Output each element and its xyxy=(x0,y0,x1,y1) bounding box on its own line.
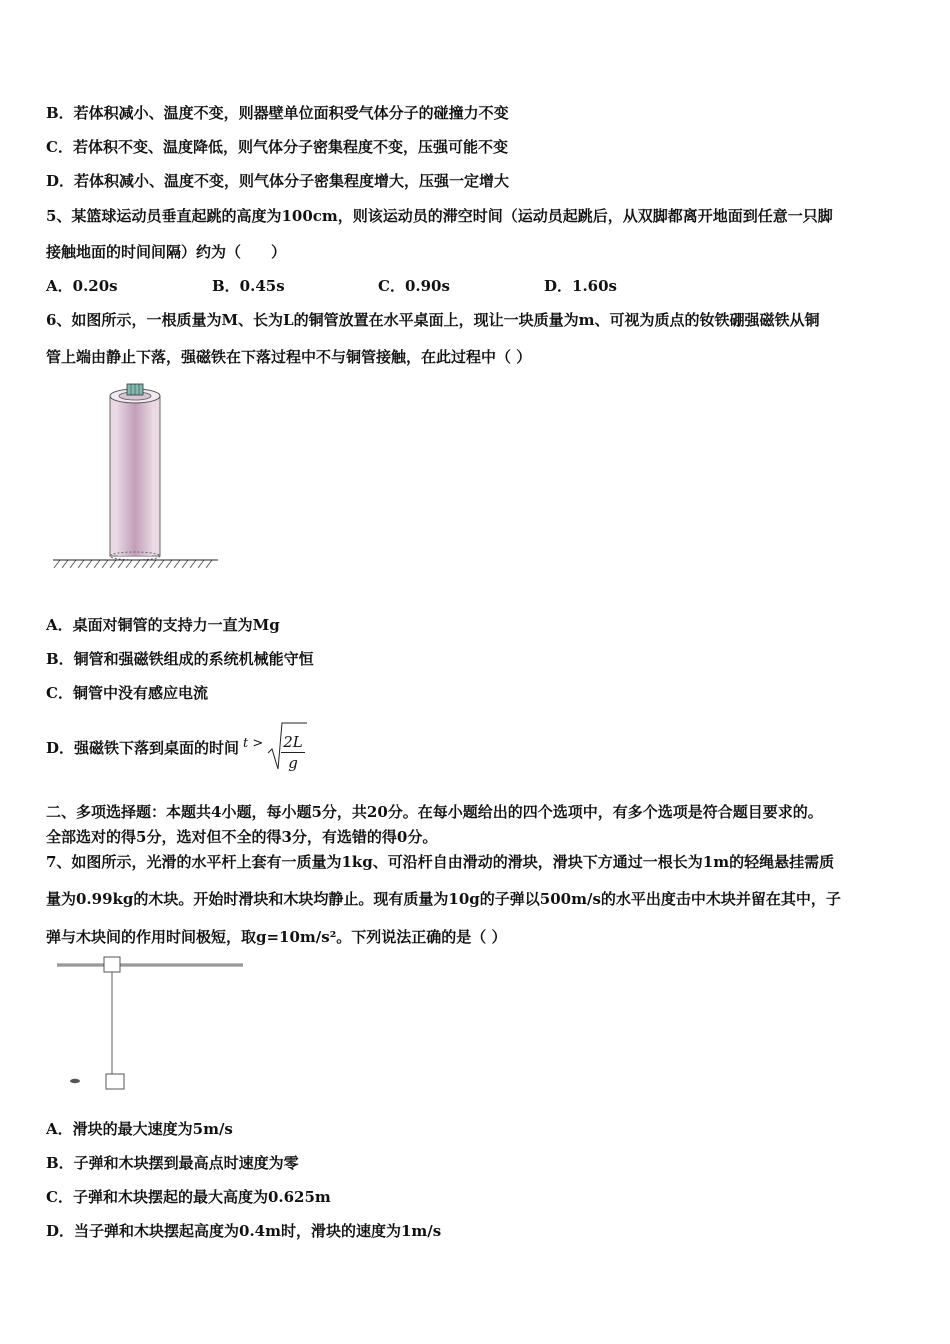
q5-stem-line2: 接触地面的时间间隔）约为（ ） xyxy=(46,243,287,261)
q7-option-c: C．子弹和木块摆起的最大高度为0.625m xyxy=(46,1188,331,1206)
fraction-numerator: 2L xyxy=(283,732,303,751)
q6-option-a: A．桌面对铜管的支持力一直为Mg xyxy=(46,616,280,634)
q7-option-b: B．子弹和木块摆到最高点时速度为零 xyxy=(46,1154,299,1172)
q6-stem-line2: 管上端由静止下落，强磁铁在下落过程中不与铜管接触，在此过程中（ ） xyxy=(46,348,532,366)
q5-stem-line1: 5、某篮球运动员垂直起跳的高度为100cm，则该运动员的滞空时间（运动员起跳后，从双脚都离开地面到任意一只脚 xyxy=(46,207,833,225)
section2-heading-line2: 全部选对的得5分，选对但不全的得3分，有选错的得0分。 xyxy=(46,828,438,846)
q7-stem-line3: 弹与木块间的作用时间极短，取g=10m/s²。下列说法正确的是（ ） xyxy=(46,928,507,946)
q5-options xyxy=(46,275,617,296)
slider-pendulum-figure xyxy=(55,955,250,1095)
slider-block xyxy=(104,957,120,972)
q4-option-c: C．若体积不变、温度降低，则气体分子密集程度不变，压强可能不变 xyxy=(46,138,508,156)
section2-heading-line1: 二、多项选择题：本题共4小题，每小题5分，共20分。在每小题给出的四个选项中，有多个选项是符合题目要求的。 xyxy=(46,803,823,821)
q6-option-d-text: D．强磁铁下落到桌面的时间 xyxy=(46,739,240,757)
wood-block xyxy=(106,1074,124,1089)
sqrt-radical-sign xyxy=(267,721,307,771)
q4-option-d: D．若体积减小、温度不变，则气体分子密集程度增大，压强一定增大 xyxy=(46,172,510,190)
q6-stem-line1: 6、如图所示，一根质量为M、长为L的铜管放置在水平桌面上，现让一块质量为m、可视为质点的钕铁硼强磁铁从铜 xyxy=(46,311,820,329)
q6-option-c: C．铜管中没有感应电流 xyxy=(46,684,208,702)
sqrt-expression xyxy=(267,721,305,777)
q5-option-a: A．0.20s xyxy=(46,277,118,295)
copper-tube-figure xyxy=(50,380,225,580)
q7-option-d: D．当子弹和木块摆起高度为0.4m时，滑块的速度为1m/s xyxy=(46,1222,442,1240)
q5-option-d: D．1.60s xyxy=(544,277,617,295)
q7-stem-line2: 量为0.99kg的木块。开始时滑块和木块均静止。现有质量为10g的子弹以500m/s的水平出度击中木块并留在其中，子 xyxy=(46,890,841,908)
q5-option-b: B．0.45s xyxy=(212,277,285,295)
q7-stem-line1: 7、如图所示，光滑的水平杆上套有一质量为1kg、可沿杆自由滑动的滑块，滑块下方通过一根长为1m的轻绳悬挂需质 xyxy=(46,853,835,871)
q7-option-a: A．滑块的最大速度为5m/s xyxy=(46,1120,233,1138)
q6-option-d xyxy=(46,716,305,777)
q4-option-b: B．若体积减小、温度不变，则器壁单位面积受气体分子的碰撞力不变 xyxy=(46,104,509,122)
q6-option-d-inequality: t > xyxy=(243,736,264,751)
bullet xyxy=(70,1079,80,1083)
q5-option-c: C．0.90s xyxy=(378,277,450,295)
fraction-denominator: g xyxy=(288,753,298,772)
q6-option-b: B．铜管和强磁铁组成的系统机械能守恒 xyxy=(46,650,314,668)
